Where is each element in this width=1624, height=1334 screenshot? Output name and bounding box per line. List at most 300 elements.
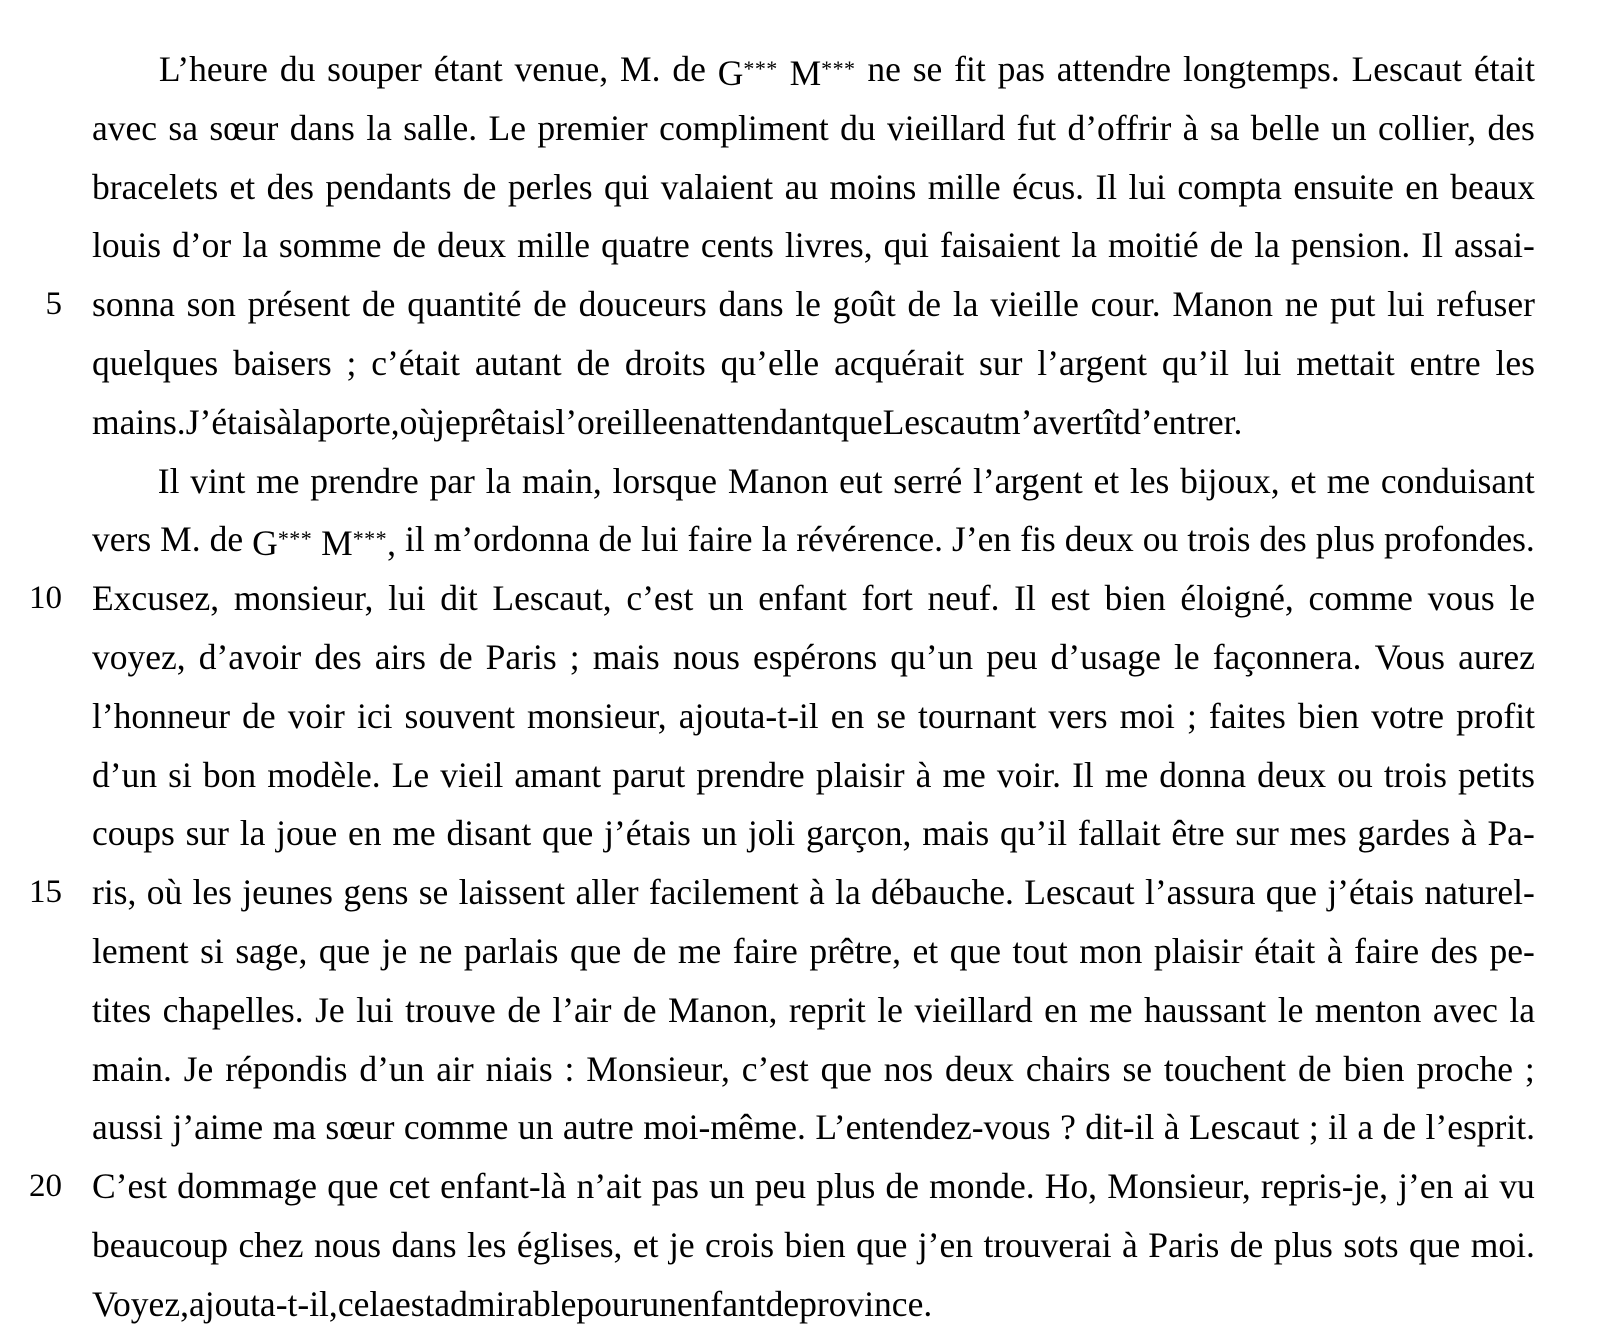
word: bien — [1343, 1048, 1405, 1089]
word: ici — [356, 695, 393, 736]
word: en — [348, 813, 382, 854]
word: son — [186, 284, 236, 325]
text-line-content — [92, 804, 1535, 863]
word: souvent — [404, 695, 515, 736]
word: nous — [672, 636, 740, 677]
word: sur — [979, 342, 1023, 383]
word: cet — [388, 1166, 431, 1207]
word: sœur — [325, 1107, 395, 1148]
word: Je — [315, 989, 345, 1030]
text-line — [92, 1275, 1535, 1334]
word: Lescaut — [882, 401, 994, 442]
word: j’en — [1398, 1166, 1454, 1207]
word: ne — [867, 49, 901, 89]
word: mains. — [92, 401, 186, 442]
word: compliment — [659, 107, 829, 148]
word: des — [1259, 519, 1307, 560]
word: l’esprit. — [1425, 1107, 1535, 1148]
word: de — [533, 284, 567, 325]
word: à — [1163, 1107, 1180, 1148]
word: plaisir — [1153, 930, 1243, 971]
word: à — [1122, 1224, 1138, 1265]
text-line — [92, 628, 1535, 687]
word: j’étais — [1327, 872, 1415, 913]
word: la — [292, 401, 318, 442]
word: les — [467, 1224, 507, 1265]
word: petits — [1458, 754, 1535, 795]
word: serré — [893, 460, 963, 501]
word: en — [1044, 989, 1078, 1030]
word: de — [462, 166, 497, 207]
text-line — [92, 804, 1535, 863]
word: plus — [1273, 1224, 1333, 1265]
word: J’en — [952, 519, 1012, 560]
word: aller — [575, 872, 639, 913]
word: vieil — [440, 754, 504, 795]
word: Vous — [1374, 636, 1445, 677]
word: se — [1122, 1048, 1153, 1089]
word: c’est — [626, 578, 694, 619]
word: à — [1182, 107, 1199, 148]
word: Lescaut — [1351, 49, 1462, 89]
word: par — [429, 460, 475, 501]
text-line-content — [92, 158, 1535, 217]
word: lui — [356, 989, 394, 1030]
word: quantité — [407, 284, 522, 325]
word: à — [1460, 813, 1477, 854]
word: que — [318, 930, 371, 971]
word: je — [381, 930, 408, 971]
superscript-asterisks: *** — [743, 56, 778, 81]
word: m’ordonna — [433, 519, 590, 560]
word: bien — [784, 1224, 846, 1265]
word: il — [1328, 1107, 1348, 1148]
word: M. — [620, 49, 661, 89]
word: enfant-là — [440, 1166, 567, 1207]
word: que — [542, 813, 594, 854]
line-number-10: 10 — [29, 580, 62, 617]
word: que — [1265, 872, 1317, 913]
word: votre — [1371, 695, 1445, 736]
word: comme — [1308, 578, 1413, 619]
word: G*** — [252, 523, 313, 564]
word: qu’il — [1161, 342, 1229, 383]
word: donna — [1159, 754, 1247, 795]
word: neuf. — [927, 578, 1000, 619]
text-line-content — [92, 1098, 1535, 1157]
word: à — [808, 872, 825, 913]
word: d’offrir — [1067, 107, 1172, 148]
text-line-content — [92, 334, 1535, 393]
word: pendants — [325, 166, 452, 207]
word: de — [361, 284, 396, 325]
word: Le — [391, 754, 430, 795]
word: Monsieur, — [1107, 1166, 1251, 1207]
word: beaucoup — [92, 1224, 229, 1265]
word: de — [1229, 1224, 1264, 1265]
word: admirable — [434, 1283, 577, 1324]
word: : — [564, 1048, 575, 1089]
word: se — [876, 695, 906, 736]
text-line-content — [92, 746, 1535, 805]
word: me — [677, 930, 722, 971]
word: pour — [576, 1283, 642, 1324]
text-line-content — [92, 275, 1535, 334]
word: des — [314, 636, 362, 677]
word: d’un — [359, 1048, 425, 1089]
word: à — [1326, 930, 1343, 971]
word: monsieur, — [233, 578, 374, 619]
word: Il — [157, 460, 180, 501]
word: mais — [592, 636, 660, 677]
word: gens — [343, 872, 409, 913]
word: des — [266, 166, 314, 207]
word: vieillard — [914, 989, 1033, 1030]
word: à — [915, 754, 932, 795]
word: laissent — [458, 872, 566, 913]
word: main. — [92, 1048, 172, 1089]
word: sa — [1209, 107, 1240, 148]
text-line-content — [92, 1275, 1535, 1334]
text-line-content — [92, 687, 1535, 746]
word: d’avoir — [198, 636, 302, 677]
word: pe- — [1489, 930, 1535, 971]
word: de — [392, 225, 427, 266]
word: sœur — [209, 107, 279, 148]
word: ensuite — [1293, 166, 1394, 207]
text-line-content — [92, 569, 1535, 628]
text-line-content — [92, 922, 1535, 981]
word: que — [327, 1166, 379, 1207]
word: lui — [1243, 342, 1282, 383]
word: cents — [700, 225, 774, 266]
word: compta — [1177, 166, 1282, 207]
word: chez — [238, 1224, 304, 1265]
word: en — [1405, 166, 1439, 207]
word: fut — [1016, 107, 1057, 148]
paragraph-indent — [92, 40, 147, 103]
word: de — [439, 636, 473, 677]
word: avec — [92, 107, 158, 148]
word: d’usage — [1050, 636, 1161, 677]
word: Il — [1095, 166, 1118, 207]
word: le — [1277, 989, 1304, 1030]
word: baisers — [233, 342, 332, 383]
word: parut — [612, 754, 686, 795]
text-line — [92, 1216, 1535, 1275]
word: G*** — [717, 53, 778, 94]
word: nos — [883, 1048, 934, 1089]
word: me — [1104, 754, 1149, 795]
word: ; — [1308, 1107, 1319, 1148]
word: l’air — [552, 989, 612, 1030]
line-number-20: 20 — [29, 1168, 62, 1205]
text-line — [92, 158, 1535, 217]
word: eut — [839, 460, 883, 501]
word: Monsieur, — [586, 1048, 730, 1089]
word: mes — [1289, 813, 1347, 854]
word: bracelets — [92, 166, 219, 207]
word: ne — [1284, 284, 1319, 325]
word: deux — [437, 225, 507, 266]
word: gardes — [1357, 813, 1451, 854]
word: quatre — [601, 225, 690, 266]
word: Paris — [485, 636, 557, 677]
word: main, — [521, 460, 602, 501]
word: ou — [1142, 519, 1179, 560]
word: et — [1093, 460, 1120, 501]
word: est — [394, 1283, 435, 1324]
word: qui — [604, 166, 650, 207]
word: pas — [997, 49, 1045, 89]
word: de — [765, 1283, 800, 1324]
word: ; — [346, 342, 357, 383]
word: ? — [1060, 1107, 1076, 1148]
word: mon — [1079, 930, 1143, 971]
word: assai- — [1453, 225, 1535, 266]
word: d’un — [92, 754, 158, 795]
word: M***, — [321, 523, 396, 564]
word: peu — [986, 636, 1038, 677]
word: d’entrer. — [1123, 401, 1243, 442]
word: un — [641, 1283, 677, 1324]
word: aurez — [1458, 636, 1535, 677]
word: la — [1509, 989, 1535, 1030]
word: vers — [92, 519, 152, 560]
text-line — [92, 687, 1535, 746]
word: moi-même. — [643, 1107, 806, 1148]
word: révérence. — [796, 519, 944, 560]
word: belle — [1250, 107, 1320, 148]
word: trouve — [405, 989, 496, 1030]
word: reprit — [788, 989, 866, 1030]
word: ajouta-t-il, — [188, 1283, 338, 1324]
word: pension. — [1290, 225, 1411, 266]
word: de — [1298, 1048, 1332, 1089]
word: un — [1331, 107, 1367, 148]
word: ; — [1524, 1048, 1535, 1089]
word: monde. — [929, 1166, 1035, 1207]
word: l’honneur — [92, 695, 231, 736]
word: niais — [485, 1048, 553, 1089]
word: Je — [183, 1048, 214, 1089]
word: enfant — [676, 1283, 766, 1324]
word: était — [1254, 930, 1316, 971]
word: trois — [1383, 754, 1447, 795]
word: monsieur, — [527, 695, 667, 736]
line-number-15: 15 — [29, 874, 62, 911]
word: porte, — [317, 401, 400, 442]
text-line-content — [92, 99, 1535, 158]
word: églises, — [516, 1224, 623, 1265]
word: dans — [391, 1224, 457, 1265]
word: la — [835, 872, 861, 913]
text-line-content — [92, 393, 1535, 452]
word: ; — [1186, 695, 1197, 736]
word: bien — [1297, 695, 1359, 736]
word: attendre — [1056, 49, 1172, 89]
word: qui — [883, 225, 929, 266]
word: les — [1129, 460, 1170, 501]
word: espérons — [752, 636, 878, 677]
word: que — [820, 1048, 872, 1089]
word: de — [632, 930, 667, 971]
word: valaient — [660, 166, 774, 207]
word: fort — [861, 578, 913, 619]
word: Il — [1014, 578, 1036, 619]
word: ou — [1337, 754, 1373, 795]
text-line — [92, 922, 1535, 981]
word: était — [1473, 49, 1535, 89]
word: à — [276, 401, 293, 442]
word: ai — [1463, 1166, 1490, 1207]
word: Voyez, — [92, 1283, 189, 1324]
word: étant — [433, 49, 503, 89]
word: collier, — [1378, 107, 1477, 148]
word: débauche. — [871, 872, 1014, 913]
word: trois — [1187, 519, 1251, 560]
word: joue — [276, 813, 338, 854]
word: me — [942, 754, 986, 795]
word: des — [1487, 107, 1535, 148]
word: cour. — [1090, 284, 1161, 325]
word: dommage — [177, 1166, 318, 1207]
word: proche — [1416, 1048, 1514, 1089]
word: plus — [1315, 519, 1375, 560]
word: c’est — [741, 1048, 809, 1089]
word: bien — [1104, 578, 1166, 619]
word: ; — [569, 636, 580, 677]
word: le — [1174, 636, 1200, 677]
word: L’entendez-vous — [815, 1107, 1051, 1148]
word: crois — [705, 1224, 775, 1265]
word: me — [392, 813, 436, 854]
word: airs — [374, 636, 426, 677]
word: Il — [1421, 225, 1443, 266]
word: tournant — [918, 695, 1037, 736]
word: air — [436, 1048, 474, 1089]
word: J’étais — [185, 401, 277, 442]
word: sa — [168, 107, 198, 148]
word: pas — [651, 1166, 699, 1207]
text-line-content — [92, 863, 1535, 922]
word: prendre — [310, 460, 419, 501]
word: j’en — [917, 1224, 973, 1265]
word: l’assura — [1144, 872, 1256, 913]
word: vieille — [990, 284, 1079, 325]
word: de — [242, 695, 276, 736]
word: tites — [92, 989, 152, 1030]
word: de — [885, 1166, 919, 1207]
word: facilement — [648, 872, 799, 913]
word: louis — [92, 225, 162, 266]
word: bon — [202, 754, 257, 795]
word: de — [507, 989, 541, 1030]
word: repris-je, — [1260, 1166, 1389, 1207]
text-line — [92, 981, 1535, 1040]
word: naturel- — [1424, 872, 1535, 913]
text-line-content — [92, 452, 1535, 511]
word: chairs — [1025, 1048, 1111, 1089]
word: fis — [1020, 519, 1056, 560]
word: souper — [327, 49, 422, 89]
word: si — [200, 930, 224, 971]
word: premier — [537, 107, 648, 148]
text-line-content — [92, 40, 1535, 103]
word: de — [622, 989, 657, 1030]
word: Il — [1072, 754, 1094, 795]
word: faire — [687, 519, 753, 560]
word: enfant — [758, 578, 847, 619]
word: du — [279, 49, 316, 89]
word: l’oreille — [555, 401, 668, 442]
word: Paris — [1148, 1224, 1220, 1265]
word: M. — [160, 519, 201, 560]
word: somme — [278, 225, 382, 266]
word: du — [840, 107, 876, 148]
word: haussant — [1144, 989, 1267, 1030]
word: la — [1254, 225, 1280, 266]
word: moi. — [1470, 1224, 1535, 1265]
word: peu — [754, 1166, 807, 1207]
word: qu’il — [1000, 813, 1068, 854]
word: quelques — [92, 342, 219, 383]
word: que — [856, 1224, 908, 1265]
word: mille — [927, 166, 1001, 207]
word: un — [708, 578, 744, 619]
text-line-content — [92, 628, 1535, 687]
word: lement — [92, 930, 189, 971]
word: mais — [922, 813, 990, 854]
word: province. — [799, 1283, 933, 1324]
word: un — [701, 813, 738, 854]
word: que — [570, 930, 622, 971]
word: de — [1209, 225, 1244, 266]
word: Lescaut, — [492, 578, 612, 619]
word: autant — [474, 342, 562, 383]
word: où — [146, 872, 183, 913]
word: goût — [832, 284, 896, 325]
word: les — [192, 872, 232, 913]
text-line — [92, 40, 1535, 99]
word: je — [668, 1224, 695, 1265]
superscript-asterisks: *** — [821, 56, 856, 81]
word: sur — [185, 813, 229, 854]
word: le — [877, 989, 903, 1030]
word: chapelles. — [162, 989, 304, 1030]
word: faire — [1354, 930, 1420, 971]
word: profit — [1456, 695, 1535, 736]
word: écus. — [1012, 166, 1085, 207]
word: se — [418, 872, 449, 913]
word: vous — [1427, 578, 1495, 619]
word: perles — [507, 166, 593, 207]
word: lui — [1387, 284, 1425, 325]
word: de — [209, 519, 244, 560]
word: avec — [1432, 989, 1498, 1030]
text-line — [92, 1098, 1535, 1157]
word: entre — [1409, 342, 1481, 383]
word: salle. — [403, 107, 478, 148]
word: autre — [562, 1107, 634, 1148]
text-line — [92, 510, 1535, 569]
word: venue, — [514, 49, 609, 89]
text-line — [92, 569, 1535, 628]
word: être — [1171, 813, 1225, 854]
word: mille — [517, 225, 591, 266]
word: faisaient — [940, 225, 1061, 266]
text-line — [92, 746, 1535, 805]
